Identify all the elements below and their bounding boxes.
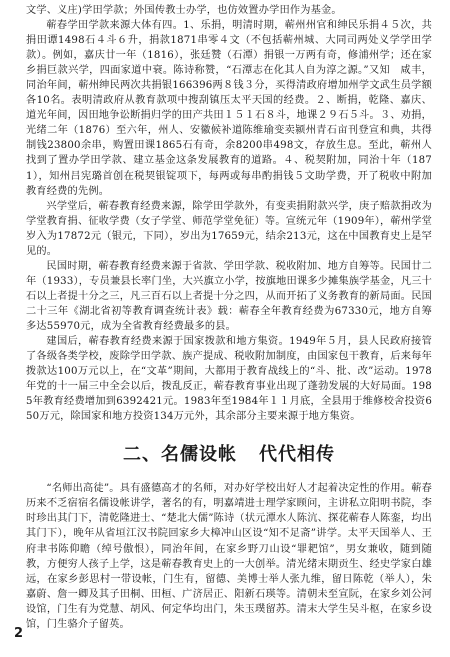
section-title: 名儒设帐 <box>161 444 237 466</box>
document-page <box>26 0 432 657</box>
paragraph-republic-era: 民国时期，蕲春教育经费来源于省款、学田学款、税收附加、地方自筹等。民国廿二年（1933），专员兼县长率门坐，大兴旗立小学，按旗地田课多少摊集族学基金，凡三十石以上者提十分之三，凡三百石以上者提十分之四，从而开拓了义务教育的新局面。民国二十三年《湖北省初等教育调查统计表》载：蕲春全年教育经费为67330元，地方自筹多达55970元，成为全省教育经费最多的县。 <box>26 260 432 332</box>
paragraph-famous-teachers: “名师出高徒”。具有盛德高才的名师，对办好学校出好人才起着决定性的作用。蕲春历来不乏宿宿名儒设帐讲学，著名的有，明嘉靖进士理学家顾问，主讲私立阳明书院，李时珍出其门下，清乾隆进士、“楚北大儒”陈诗（状元潭水人陈沆、探花蕲春人陈銮，均出其门下），晚年从省垣江汉书院回家乡大樟冲山区设“知不足斋”讲学。太平天国举人、王府聿书陈仰瞻（绰号傲恨），同治年间，在家乡野刀山设“罪耙馆”，男女兼收，随到随教，方便穷人孩子上学，这是蕲春教育史上的一大创举。清光绪末期贡生、经史学家白雄远，在家乡彭思村一带设帐，门生有，留德、美博士举人张九维，留日陈乾（举人），朱嘉蔚、詹一卿及其子田桐、田桓、广济居正、阳新石瑛等。清朝未至宣阮，在家乡刘公河设馆，门生有为党慧、胡风、何定华均出门，朱玉璞留苏。清末大学生吴斗枢，在家乡设馆，门生骆介子留英。 <box>26 483 432 630</box>
paragraph-funding-sources: 蕲春学田学款来源大体有四。1、乐捐，明清时期，蕲州州官和绅民乐捐４５次，共捐田谭1498石４斗６升，捐款1871串零４文（不包括蕲州城、大同司两处义学学田学款）。例如，嘉庆廿一年（1816），张廷赞（石潭）捐银一万两有奇，修浦州学；还在家乡捐巨款兴学，四面家道中衰。陈诗称赞，“石潭志在化其人自为淳之源。”又知 咸丰，同治年间，蕲州绅民两次共捐银166396两８钱３分，买得清政府增加州学文武生员学额各10名。表明清政府从教育款项中搜刮镇压太平天国的经费。２、断捐，乾隆、嘉庆、道光年间，因田地争讼断捐归学的田产共田１５１石８斗，地课２９石５斗。３、劝捐，光绪二年（1876）至六年，州人、安徽候补道陈维瑜变卖颍州青石亩刊登宣和典，共得制钱23800余串，购置田课1865石有奇，余8200串498文，存放生息。至此，蕲州人找到了置办学田学款、建立基金这条发展教育的道路。４、税契附加，同治十年（1871），知州吕宪璐首创在税契银锭项下，每两或每串酌捐钱５文助学费，开了税收中附加教育经费的先例。 <box>26 20 432 197</box>
page-number: 2 <box>14 626 24 641</box>
section-subtitle: 代代相传 <box>259 444 335 466</box>
paragraph-post-1949: 建国后，蕲春教育经费来源于国家拨款和地方集资。1949年５月，县人民政府接管了各级各类学校，废除学田学款、族产提成、税收附加制度，由国家包干教育，后来每年拨款达100万元以上，在“文革”期间，大都用于教育战线上的“斗、批、改”运动。1978年党的十一届三中全会以后，拨乱反正，蕲春教育事业出现了蓬勃发展的大好局面。1985年教育经费增加到6392421元。1983年至1984年１１月底，全县用于维修校舍投资650万元，除国家和地方投资134万元外，其余部分主要来源于地方集资。 <box>26 336 432 423</box>
section-heading <box>26 444 432 466</box>
paragraph-continued: 文学、义庄)学田学款；外国传教士办学，也仿效置办学田作为基金。 <box>26 5 342 16</box>
paragraph-school-era: 兴学堂后，蕲春教育经费来源，除学田学款外，有变卖捐附款兴学，庚子赔款捐改为学堂教育捐、征收学费（女子学堂、师范学堂免征）等。宣统元年（1909年），蕲州学堂岁入为17872元（银元，下同），岁出为17659元，结余213元，这在中国教育史上是罕见的。 <box>26 200 432 257</box>
section-number: 二、 <box>123 444 161 466</box>
